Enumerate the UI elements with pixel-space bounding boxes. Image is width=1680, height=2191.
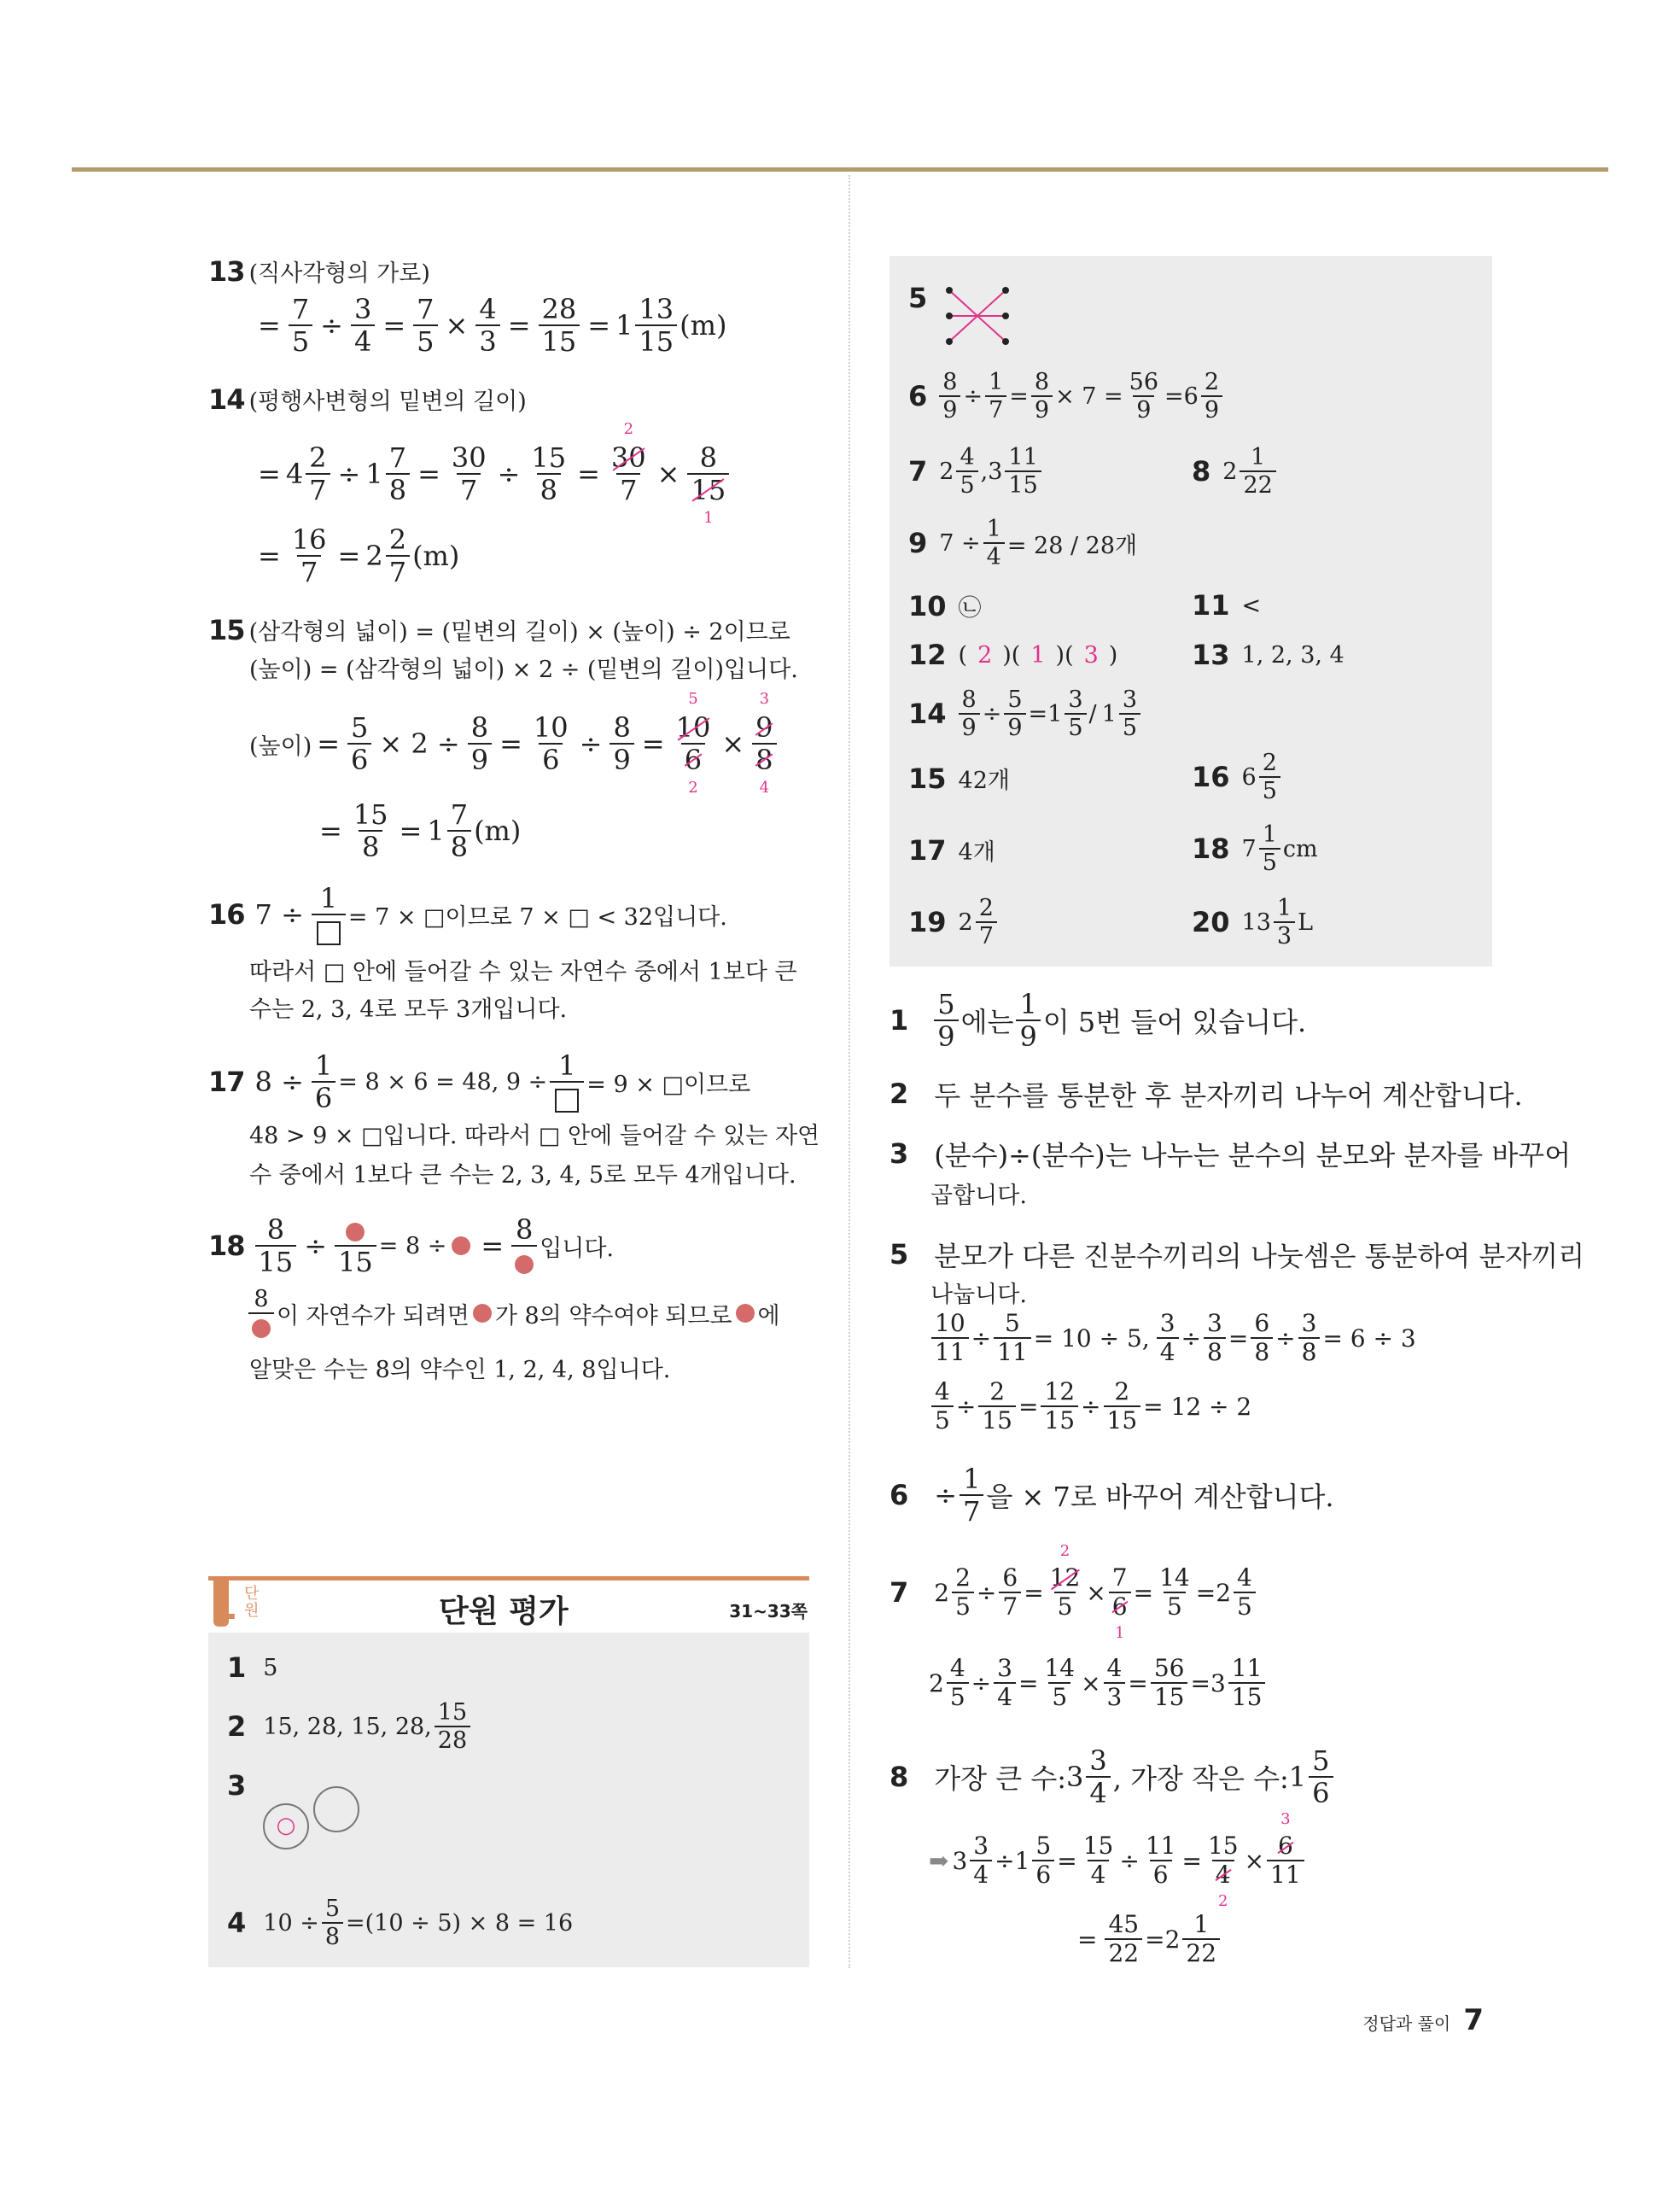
column-divider [849, 175, 850, 1968]
answer-number: 10 [908, 589, 947, 622]
answer-number: 2 [227, 1710, 247, 1743]
top-rule [72, 167, 1608, 172]
answer-number: 5 [908, 282, 928, 314]
answer-3-choices [263, 1776, 359, 1849]
explanation-line: (삼각형의 넓이) = (밑변의 길이) × (높이) ÷ 2이므로 [248, 619, 790, 646]
problem-number: 16 [208, 898, 245, 932]
problem-13-equation: = $\frac{7}{5}$ ÷ $\frac{3}{4}$ = $\frac{7}{5}$ × $\frac{4}{3}$ = $\frac{28}{15}$ = 1 $\frac{13}{15}$ (m) [258, 293, 727, 358]
answer-7: 7 2 $\frac{4}{5}$ , 3 $\frac{11}{15}$ [908, 446, 1044, 497]
explanation-line: 따라서 □ 안에 들어갈 수 있는 자연수 중에서 1보다 큰 [249, 959, 797, 985]
dot-icon [452, 1236, 470, 1255]
explanation-line: 48 > 9 × □입니다. 따라서 □ 안에 들어갈 수 있는 자연 [249, 1123, 820, 1149]
problem-14-equation-2: = $\frac{16}{7}$ = 2 $\frac{2}{7}$ (m) [258, 523, 460, 588]
answer-15 [908, 762, 1010, 795]
answer-19: 19 2 $\frac{2}{7}$ [908, 897, 1000, 948]
explanation-7-line-1: 7 2 $\frac{2}{5}$ ÷ $\frac{6}{7}$ = 2 12 5 × 7 6 1 = $\frac{14}{5}$ = 2 $\frac{4}{5}$ [890, 1566, 1258, 1619]
answer-number: 13 [1192, 639, 1230, 671]
problem-number: 18 [208, 1230, 245, 1262]
problem-13 [208, 254, 430, 288]
arrow-right-icon: ➡ [929, 1846, 949, 1875]
dot-icon [736, 1304, 755, 1323]
answer-6: 6 $\frac{8}{9}$ ÷ $\frac{1}{7}$ = $\frac{8}{9}$ × 7 = $\frac{56}{9}$ = 6 $\frac{2}{9}$ [908, 371, 1225, 422]
answer-number: 15 [908, 762, 947, 795]
answer-number: 8 [1192, 455, 1211, 488]
unit: cm [1282, 835, 1318, 862]
section-title: 단원 평가 [439, 1594, 569, 1629]
problem-15-equation-1: (높이) = $\frac{5}{6}$ × 2 ÷ $\frac{8}{9}$ = $\frac{10}{6}$ ÷ $\frac{8}{9}$ = 5 10 6 2 × 3 9 8 4 [249, 714, 779, 774]
answer-text: ㉡ [958, 595, 982, 622]
answer-number: 2 [890, 1078, 909, 1110]
answer-number: 20 [1192, 906, 1230, 938]
explanation-6: 6 ÷ $\frac{1}{7}$ 을 × 7로 바꾸어 계산합니다. [890, 1463, 1334, 1528]
answer-number: 16 [1192, 761, 1230, 793]
circle-option-marked: ○ [263, 1803, 309, 1849]
unit-evaluation-header [208, 1576, 809, 1637]
explanation-text: (분수)÷(분수)는 나누는 분수의 분모와 분자를 바꾸어 [934, 1139, 1572, 1171]
answer-text: 3 [1083, 641, 1099, 669]
answer-text: 10 ÷ [263, 1909, 319, 1937]
answer-number: 18 [1192, 833, 1230, 865]
problem-14 [208, 383, 527, 416]
answer-number: 12 [908, 639, 947, 671]
answer-text: 2 [977, 641, 993, 669]
problem-18-line2: 8 이 자연수가 되려면 가 8의 약수여야 되므로 에 [246, 1288, 780, 1339]
explanation-text: = 8 ÷ [378, 1232, 447, 1259]
explanation-text: 곱합니다. [930, 1183, 1027, 1209]
explanation-text: = 9 × □이므로 [586, 1071, 751, 1098]
answer-16: 16 6 $\frac{2}{5}$ [1192, 751, 1283, 803]
answer-9: 9 7 ÷ $\frac{1}{4}$ = 28 / 28개 [908, 516, 1138, 570]
explanation-text: 을 × 7로 바꾸어 계산합니다. [986, 1481, 1334, 1513]
line-matching-diagram [939, 282, 1016, 350]
answer-5 [908, 282, 927, 314]
answer-number: 11 [1192, 589, 1230, 622]
answer-text: 5 [263, 1654, 278, 1681]
answer-text: 4개 [958, 839, 995, 866]
problem-number: 13 [208, 255, 245, 288]
problem-15-equation-2: = $\frac{15}{8}$ = 1 $\frac{7}{8}$ (m) [319, 798, 522, 863]
explanation-5 [890, 1235, 1584, 1274]
explanation-8-line-3: = $\frac{45}{22}$ = 2 $\frac{1}{22}$ [1072, 1913, 1222, 1966]
answer-2: 2 15, 28, 15, 28, $\frac{15}{28}$ [227, 1701, 473, 1752]
problem-14-equation-1: = 4 $\frac{2}{7}$ ÷ 1 $\frac{7}{8}$ = $\frac{30}{7}$ ÷ $\frac{15}{8}$ = 2 30 7 × 8 15 1 [253, 444, 732, 504]
answer-18: 18 7 $\frac{1}{5}$ cm [1192, 821, 1318, 876]
unit: (m) [474, 815, 522, 847]
circle-option-empty [313, 1786, 359, 1832]
unit-label: 단원 [244, 1585, 260, 1620]
dot-icon [346, 1223, 365, 1242]
answer-number: 6 [908, 380, 928, 412]
explanation-text: 두 분수를 통분한 후 분자끼리 나누어 계산합니다. [934, 1079, 1523, 1112]
footer-label: 정답과 풀이 [1362, 2013, 1451, 2034]
answer-20: 20 13 $\frac{1}{3}$ L [1192, 895, 1314, 949]
answer-8: 8 2 $\frac{1}{22}$ [1192, 446, 1279, 497]
answer-text: =(10 ÷ 5) × 8 = 16 [346, 1909, 574, 1937]
problem-15 [208, 613, 790, 646]
answer-number: 7 [890, 1576, 909, 1609]
explanation-1: 1 $\frac{5}{9}$ 에는 $\frac{1}{9}$ 이 5번 들어 있습니다. [890, 988, 1307, 1053]
dot-icon [252, 1319, 271, 1338]
answer-text: 1, 2, 3, 4 [1241, 641, 1345, 669]
explanation-text: 에는 [960, 1006, 1014, 1038]
answer-14: 14 $\frac{8}{9}$ ÷ $\frac{5}{9}$ = 1 $\frac{3}{5}$ / 1 $\frac{3}{5}$ [908, 688, 1143, 739]
answer-number: 3 [890, 1137, 909, 1170]
dot-icon [473, 1304, 492, 1323]
explanation-line: 수는 2, 3, 4로 모두 3개입니다. [249, 996, 568, 1023]
explanation-text: 이 자연수가 되려면 [277, 1302, 470, 1329]
answer-text: 42개 [958, 768, 1010, 794]
explanation-text: = 6 ÷ 3 [1322, 1323, 1416, 1353]
problem-number: 15 [208, 614, 245, 646]
explanation-3 [890, 1134, 1571, 1173]
explanation-7-line-2: 2 $\frac{4}{5}$ ÷ $\frac{3}{4}$ = $\frac{14}{5}$ × $\frac{4}{3}$ = $\frac{56}{15}$ = 3 $\frac{11}{15}$ [929, 1656, 1268, 1709]
answer-number: 5 [890, 1238, 909, 1271]
problem-number: 14 [208, 383, 245, 416]
answer-number: 9 [908, 527, 928, 559]
page-range: 31~33쪽 [729, 1601, 808, 1621]
explanation-text: 에 [757, 1302, 780, 1329]
unit-number: 1 [210, 1582, 238, 1628]
unit: (m) [412, 540, 460, 572]
explanation-text: 입니다. [540, 1235, 615, 1262]
explanation-line: (높이) = (삼각형의 넓이) × 2 ÷ (밑변의 길이)입니다. [249, 657, 798, 683]
answer-17 [908, 833, 995, 867]
footer [1362, 2003, 1484, 2037]
problem-number: 17 [208, 1066, 245, 1099]
explanation-text: 이 5번 들어 있습니다. [1042, 1006, 1307, 1038]
explanation-text: 분모가 다른 진분수끼리의 나눗셈은 통분하여 분자끼리 [934, 1240, 1585, 1272]
problem-title: (평행사변형의 밑변의 길이) [248, 389, 527, 415]
problem-16: 16 7 ÷ 1 = 7 × □이므로 7 × □ < 32입니다. [208, 885, 727, 945]
answer-number: 19 [908, 906, 947, 938]
answer-number: 1 [890, 1004, 909, 1037]
problem-title: (직사각형의 가로) [248, 260, 430, 287]
answer-text: < [1241, 592, 1262, 619]
answer-number: 7 [908, 455, 928, 488]
answer-number: 8 [890, 1761, 909, 1793]
answer-3 [227, 1769, 246, 1802]
answer-12: 12 ( 2 )( 1 )( 3 ) [908, 639, 1118, 671]
explanation-text: = 8 × 6 = 48, 9 ÷ [338, 1068, 548, 1096]
answer-number: 3 [227, 1769, 247, 1802]
answer-number: 17 [908, 833, 947, 867]
answer-11 [1192, 589, 1261, 622]
answer-4: 4 10 ÷ $\frac{5}{8}$ =(10 ÷ 5) × 8 = 16 [227, 1896, 574, 1950]
answer-text: 15, 28, 15, 28, [263, 1713, 432, 1740]
answer-10 [908, 589, 982, 622]
explanation-text: = 10 ÷ 5, [1033, 1323, 1150, 1353]
explanation-8-line-2: ➡ 3 $\frac{3}{4}$ ÷ 1 $\frac{5}{6}$ = $\frac{15}{4}$ ÷ $\frac{11}{6}$ = 15 4 2 × 3 6 11 [929, 1834, 1307, 1887]
answer-number: 14 [908, 698, 947, 730]
answer-1 [227, 1651, 277, 1684]
problem-18: 18 $\frac{8}{15}$ ÷ 15 = 8 ÷ = 8 입니다. [208, 1213, 615, 1278]
explanation-2 [890, 1074, 1523, 1113]
explanation-5-equation-2: $\frac{4}{5}$ ÷ $\frac{2}{15}$ = $\frac{12}{15}$ ÷ $\frac{2}{15}$ = 12 ÷ 2 [929, 1380, 1251, 1433]
answer-text: = 28 / 28개 [1006, 532, 1138, 559]
unit: (m) [680, 309, 727, 342]
label: (높이) [249, 733, 312, 760]
problem-17: 17 8 ÷ $\frac{1}{6}$ = 8 × 6 = 48, 9 ÷ 1 = 9 × □이므로 [208, 1049, 751, 1115]
explanation-5-equation-1: $\frac{10}{11}$ ÷ $\frac{5}{11}$ = 10 ÷ 5, $\frac{3}{4}$ ÷ $\frac{3}{8}$ = $\frac{6}{8}$ ÷ $\frac{3}{8}$ = 6 ÷ 3 [929, 1312, 1416, 1364]
answer-number: 4 [227, 1907, 247, 1939]
explanation-text: 가장 큰 수: [934, 1762, 1067, 1795]
explanation-text: 나눕니다. [930, 1282, 1027, 1308]
explanation-8-line-1: 8 가장 큰 수: 3 $\frac{3}{4}$ , 가장 작은 수: 1 $\frac{5}{6}$ [890, 1747, 1336, 1807]
explanation-line: 수 중에서 1보다 큰 수는 2, 3, 4, 5로 모두 4개입니다. [249, 1162, 796, 1189]
explanation-line: = 7 × □이므로 7 × □ < 32입니다. [347, 903, 727, 931]
explanation-text: 가 8의 약수여야 되므로 [494, 1302, 732, 1329]
answer-number: 1 [227, 1651, 247, 1684]
page-number: 7 [1463, 2003, 1484, 2037]
answer-13 [1192, 639, 1345, 671]
answer-text: 1 [1030, 641, 1046, 669]
explanation-text: , 가장 작은 수: [1112, 1762, 1289, 1795]
explanation-line: 알맞은 수는 8의 약수인 1, 2, 4, 8입니다. [249, 1357, 671, 1383]
unit: L [1298, 909, 1314, 936]
dot-icon [515, 1255, 534, 1274]
answer-number: 6 [890, 1479, 909, 1511]
explanation-text: = 12 ÷ 2 [1143, 1392, 1252, 1421]
